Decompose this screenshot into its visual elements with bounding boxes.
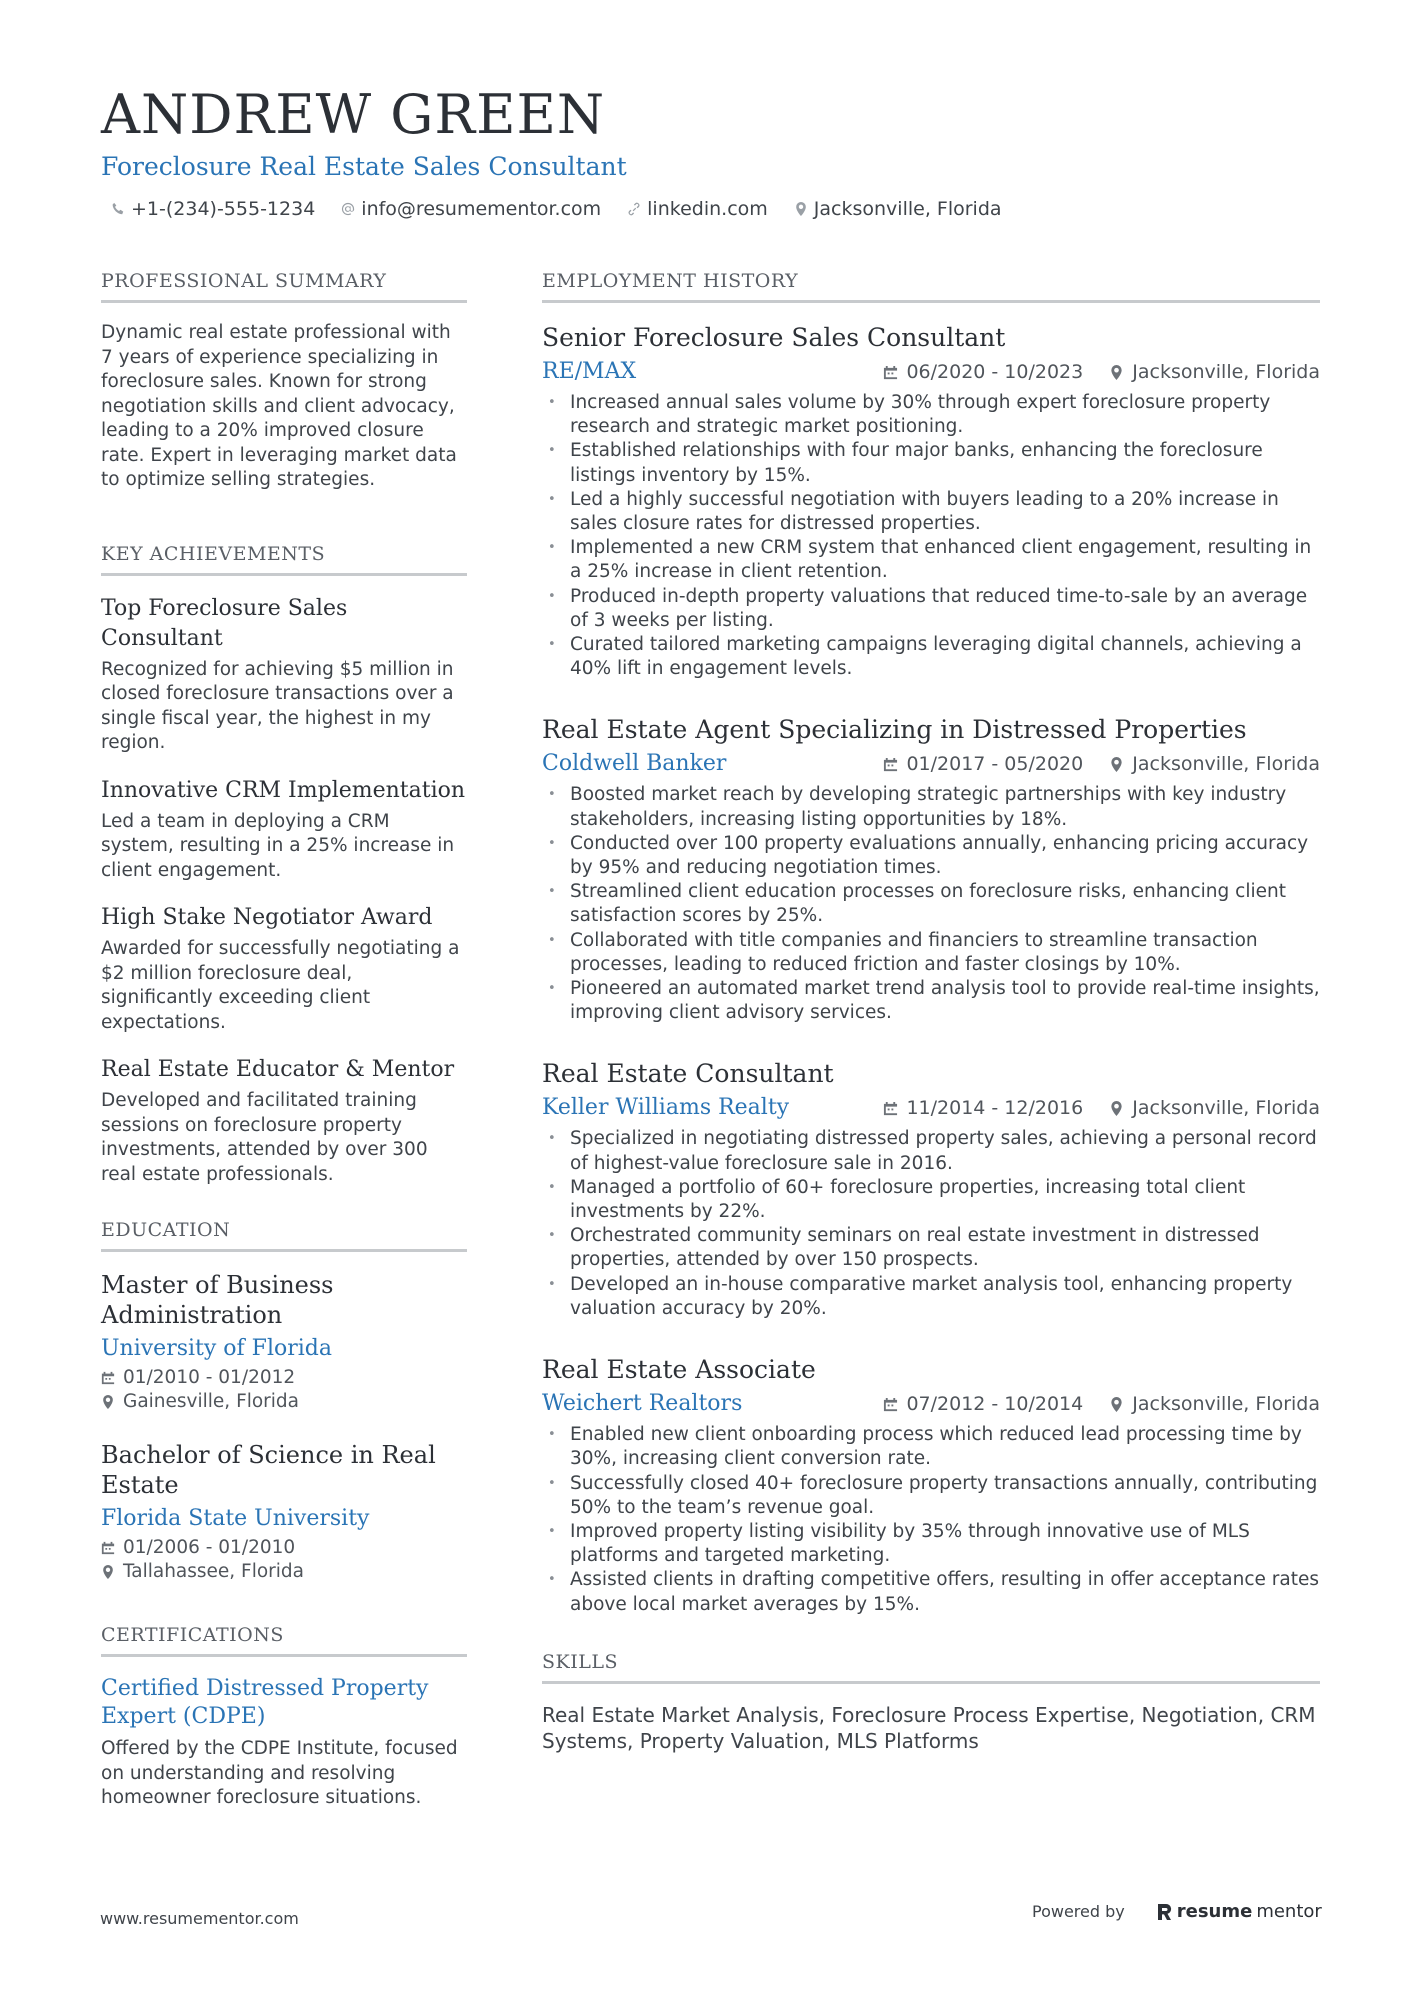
bullet-item: • Boosted market reach by developing strategic partnerships with key industry stakeholders, increasing listing opportunities by 18%.: [542, 783, 1320, 831]
job-entry: [542, 321, 1320, 681]
certifications-section: [101, 1622, 467, 1811]
job-dates: [883, 753, 1083, 775]
location-text: Jacksonville, Florida: [1132, 753, 1320, 776]
bullet-item: • Collaborated with title companies and financiers to streamline transaction processes, leading to reduced friction and faster closings by 10%.: [542, 929, 1320, 977]
footer-website[interactable]: www.resumementor.com: [100, 1909, 299, 1928]
dates-text: 07/2012 - 10/2014: [906, 1393, 1084, 1416]
achievements-heading: KEY ACHIEVEMENTS: [101, 541, 467, 576]
dates-text: 11/2014 - 12/2016: [906, 1097, 1084, 1120]
bullet-item: • Assisted clients in drafting competitive offers, resulting in offer acceptance rates above local market averages by 15%.: [542, 1568, 1320, 1616]
dates-text: 01/2017 - 05/2020: [906, 753, 1084, 776]
bullet-item: • Orchestrated community seminars on real estate investment in distressed properties, attended by over 150 prospects.: [542, 1224, 1320, 1272]
certifications-heading: CERTIFICATIONS: [101, 1622, 467, 1657]
location-text: Jacksonville, Florida: [1132, 1393, 1320, 1416]
job-row: [542, 1093, 1320, 1123]
job-row: [542, 1389, 1320, 1419]
bullet-item: • Enabled new client onboarding process which reduced lead processing time by 30%, increasing client conversion rate.: [542, 1423, 1320, 1471]
job-title: Real Estate Agent Specializing in Distressed Properties: [542, 715, 1247, 745]
education-dates: [101, 1366, 467, 1390]
employment-section: [542, 268, 1320, 1617]
bullet-item: • Developed an in-house comparative market analysis tool, enhancing property valuation accuracy by 20%.: [542, 1273, 1320, 1321]
bullet-item: • Led a highly successful negotiation with buyers leading to a 20% increase in sales closure rates for distressed properties.: [542, 488, 1320, 536]
achievement-title: Top Foreclosure Sales Consultant: [101, 595, 348, 651]
degree: Bachelor of Science in Real Estate: [101, 1441, 436, 1499]
job-dates: [883, 1097, 1083, 1119]
achievement-desc: Recognized for achieving $5 million in closed foreclosure transactions over a single fiscal year, the highest in my region.: [101, 658, 454, 753]
right-column: [542, 268, 1320, 1798]
education-location: [101, 1560, 467, 1584]
footer-branding: [1032, 1901, 1322, 1922]
contact-email[interactable]: [341, 198, 601, 220]
achievement-item: [101, 594, 467, 756]
degree: Master of Business Administration: [101, 1271, 334, 1329]
achievement-desc: Developed and facilitated training sessions on foreclosure property investments, attended by over 300 real estate professionals.: [101, 1090, 428, 1185]
candidate-title: Foreclosure Real Estate Sales Consultant: [101, 152, 627, 181]
resume-header: [101, 80, 1321, 220]
candidate-name: ANDREW GREEN: [101, 83, 606, 146]
location-pin-icon: [101, 1565, 115, 1579]
job-company: Coldwell Banker: [542, 751, 727, 777]
bullet-item: • Specialized in negotiating distressed property sales, achieving a personal record of highest-value foreclosure sale in 2016.: [542, 1127, 1320, 1175]
job-meta: [883, 1097, 1320, 1119]
location-pin-icon: [1109, 757, 1124, 772]
resumementor-logo-icon: [1155, 1902, 1173, 1922]
bullet-item: • Produced in-depth property valuations that reduced time-to-sale by an average of 3 weeks per listing.: [542, 585, 1320, 633]
achievement-desc: Awarded for successfully negotiating a $2 million foreclosure deal, significantly exceeding client expectations.: [101, 938, 460, 1033]
location-pin-icon: [1109, 365, 1124, 380]
job-meta: [883, 361, 1320, 383]
job-entry: [542, 1353, 1320, 1617]
job-entry: [542, 1057, 1320, 1321]
job-location: [1109, 361, 1320, 383]
brand-bold: resume: [1176, 1901, 1253, 1922]
location-text: Jacksonville, Florida: [813, 198, 1002, 220]
achievement-title: High Stake Negotiator Award: [101, 905, 433, 930]
location-text: Gainesville, Florida: [123, 1391, 299, 1412]
education-dates: [101, 1536, 467, 1560]
summary-text: Dynamic real estate professional with 7 years of experience specializing in foreclosure sales. Known for strong negotiation skills and client advocacy, leading to a 20% improved closure rate. Expert in leveraging market data to optimize selling strategies.: [101, 322, 457, 490]
job-dates: [883, 361, 1083, 383]
calendar-icon: [883, 1397, 898, 1412]
job-bullets: [542, 783, 1320, 1025]
job-bullets: [542, 1127, 1320, 1321]
job-company: RE/MAX: [542, 359, 637, 384]
job-location: [1109, 753, 1320, 775]
job-company: Keller Williams Realty: [542, 1095, 790, 1121]
location-pin-icon: [1109, 1101, 1124, 1116]
powered-by-label: Powered by: [1032, 1902, 1125, 1921]
location-pin-icon: [101, 1395, 115, 1409]
contact-linkedin[interactable]: [627, 198, 768, 220]
job-entry: [542, 713, 1320, 1025]
school: Florida State University: [101, 1506, 370, 1531]
skills-section: [542, 1649, 1320, 1754]
calendar-icon: [883, 365, 898, 380]
achievement-item: [101, 903, 467, 1035]
summary-section: [101, 268, 467, 493]
education-section: [101, 1217, 467, 1584]
job-company: Weichert Realtors: [542, 1391, 743, 1417]
achievement-title: Innovative CRM Implementation: [101, 777, 466, 803]
brand-logo[interactable]: [1155, 1901, 1322, 1922]
job-row: [542, 749, 1320, 779]
dates-text: 01/2006 - 01/2010: [123, 1537, 296, 1558]
certification-desc: Offered by the CDPE Institute, focused on understanding and resolving homeowner foreclosure situations.: [101, 1738, 458, 1808]
bullet-item: • Successfully closed 40+ foreclosure property transactions annually, contributing 50% to the team’s revenue goal.: [542, 1472, 1320, 1520]
bullet-item: • Conducted over 100 property evaluations annually, enhancing pricing accuracy by 95% and reducing negotiation times.: [542, 832, 1320, 880]
certification-item: [101, 1675, 467, 1811]
link-icon: [627, 202, 641, 216]
job-title: Senior Foreclosure Sales Consultant: [542, 323, 1006, 352]
job-row: [542, 357, 1320, 387]
contact-location: [794, 198, 1002, 220]
location-text: Tallahassee, Florida: [123, 1561, 304, 1582]
left-column: [101, 268, 467, 1855]
summary-heading: PROFESSIONAL SUMMARY: [101, 268, 467, 303]
contact-phone[interactable]: [111, 198, 315, 220]
location-text: Jacksonville, Florida: [1132, 1097, 1320, 1120]
bullet-item: • Established relationships with four major banks, enhancing the foreclosure listings inventory by 15%.: [542, 439, 1320, 487]
bullet-item: • Increased annual sales volume by 30% through expert foreclosure property research and strategic market positioning.: [542, 391, 1320, 439]
job-bullets: [542, 1423, 1320, 1617]
school: University of Florida: [101, 1336, 332, 1361]
calendar-icon: [101, 1371, 115, 1385]
calendar-icon: [883, 1101, 898, 1116]
achievement-desc: Led a team in deploying a CRM system, resulting in a 25% increase in client engagement.: [101, 810, 455, 881]
achievement-item: [101, 776, 467, 884]
bullet-item: • Streamlined client education processes on foreclosure risks, enhancing client satisfaction scores by 25%.: [542, 880, 1320, 928]
location-pin-icon: [794, 202, 808, 216]
dates-text: 01/2010 - 01/2012: [123, 1367, 296, 1388]
at-icon: [341, 202, 355, 216]
bullet-item: • Improved property listing visibility by 35% through innovative use of MLS platforms and targeted marketing.: [542, 1520, 1320, 1568]
achievements-section: [101, 541, 467, 1188]
dates-text: 06/2020 - 10/2023: [906, 361, 1084, 383]
certification-title: Certified Distressed Property Expert (CDPE): [101, 1676, 429, 1729]
job-title: Real Estate Associate: [542, 1355, 816, 1385]
achievement-title: Real Estate Educator & Mentor: [101, 1057, 455, 1082]
job-location: [1109, 1097, 1320, 1119]
job-bullets: [542, 391, 1320, 681]
calendar-icon: [883, 757, 898, 772]
phone-text: +1-(234)-555-1234: [131, 198, 316, 220]
skills-text: Real Estate Market Analysis, Foreclosure Process Expertise, Negotiation, CRM Systems, Property Valuation, MLS Platforms: [542, 1702, 1316, 1753]
skills-heading: SKILLS: [542, 1649, 1320, 1684]
employment-heading: EMPLOYMENT HISTORY: [542, 268, 1320, 303]
job-title: Real Estate Consultant: [542, 1059, 834, 1089]
email-text: info@resumementor.com: [361, 198, 602, 220]
location-text: Jacksonville, Florida: [1132, 361, 1320, 383]
bullet-item: • Pioneered an automated market trend analysis tool to provide real-time insights, improving client advisory services.: [542, 977, 1320, 1025]
job-meta: [883, 1393, 1320, 1415]
education-item: [101, 1440, 467, 1584]
brand-light: mentor: [1256, 1901, 1322, 1922]
phone-icon: [111, 202, 125, 216]
education-item: [101, 1270, 467, 1414]
location-pin-icon: [1109, 1397, 1124, 1412]
calendar-icon: [101, 1541, 115, 1555]
job-dates: [883, 1393, 1083, 1415]
bullet-item: • Managed a portfolio of 60+ foreclosure properties, increasing total client investments by 22%.: [542, 1176, 1320, 1224]
education-location: [101, 1390, 467, 1414]
job-meta: [883, 753, 1320, 775]
contact-bar: [101, 198, 1321, 220]
achievement-item: [101, 1055, 467, 1187]
job-location: [1109, 1393, 1320, 1415]
education-heading: EDUCATION: [101, 1217, 467, 1252]
bullet-item: • Curated tailored marketing campaigns leveraging digital channels, achieving a 40% lift in engagement levels.: [542, 633, 1320, 681]
bullet-item: • Implemented a new CRM system that enhanced client engagement, resulting in a 25% increase in client retention.: [542, 536, 1320, 584]
linkedin-text: linkedin.com: [647, 198, 768, 220]
